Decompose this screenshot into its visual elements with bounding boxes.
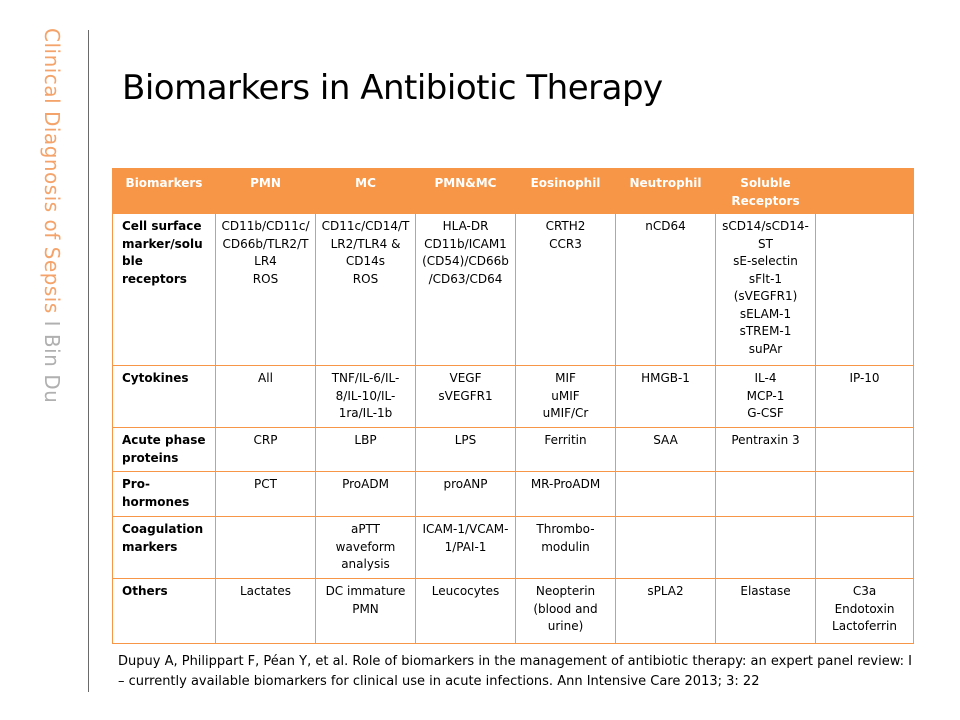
table-cell [616, 472, 716, 517]
column-header: Soluble Receptors [716, 169, 816, 214]
slide-title: Biomarkers in Antibiotic Therapy [122, 68, 663, 108]
table-cell [816, 517, 914, 579]
table-cell: IP-10 [816, 366, 914, 428]
sidebar-title-text: Clinical Diagnosis of Sepsis [40, 28, 64, 314]
table-row [113, 517, 914, 579]
table-cell: SAA [616, 428, 716, 472]
column-header: Neutrophil [616, 169, 716, 214]
table-cell: CRP [216, 428, 316, 472]
table-cell [616, 517, 716, 579]
table-cell: LPS [416, 428, 516, 472]
table-row [113, 579, 914, 644]
row-label: Acute phase proteins [113, 428, 216, 472]
table-cell: aPTT waveform analysis [316, 517, 416, 579]
sidebar-divider [88, 30, 89, 692]
sidebar-author: Bin Du [40, 333, 64, 404]
table-cell: Ferritin [516, 428, 616, 472]
table-cell: CD11c/CD14/TLR2/TLR4 & CD14s ROS [316, 214, 416, 366]
column-header [816, 169, 914, 214]
table-cell: Thrombo-modulin [516, 517, 616, 579]
table-cell: MR-ProADM [516, 472, 616, 517]
row-label: Others [113, 579, 216, 644]
column-header: Biomarkers [113, 169, 216, 214]
table-cell [716, 517, 816, 579]
table-cell: C3a Endotoxin Lactoferrin [816, 579, 914, 644]
table-cell: HLA-DR CD11b/ICAM1 (CD54)/CD66b/CD63/CD64 [416, 214, 516, 366]
table-cell: CD11b/CD11c/CD66b/TLR2/TLR4 ROS [216, 214, 316, 366]
table-cell: Elastase [716, 579, 816, 644]
table-cell: DC immature PMN [316, 579, 416, 644]
biomarker-table [112, 168, 914, 644]
row-label: Cytokines [113, 366, 216, 428]
table-cell: Leucocytes [416, 579, 516, 644]
row-label: Pro-hormones [113, 472, 216, 517]
table-header-row [113, 169, 914, 214]
table-cell: PCT [216, 472, 316, 517]
table-cell: ICAM-1/VCAM-1/PAI-1 [416, 517, 516, 579]
sidebar-title [40, 28, 64, 403]
table-cell: MIF uMIF uMIF/Cr [516, 366, 616, 428]
table-cell: proANP [416, 472, 516, 517]
table-cell: HMGB-1 [616, 366, 716, 428]
table-cell: sPLA2 [616, 579, 716, 644]
row-label: Cell surface marker/soluble receptors [113, 214, 216, 366]
table-row [113, 366, 914, 428]
row-label: Coagulation markers [113, 517, 216, 579]
column-header: PMN&MC [416, 169, 516, 214]
table-cell [816, 214, 914, 366]
column-header: Eosinophil [516, 169, 616, 214]
table-row [113, 214, 914, 366]
table-cell: All [216, 366, 316, 428]
table-cell [816, 428, 914, 472]
sidebar-separator: I [40, 320, 64, 328]
table-row [113, 428, 914, 472]
table-cell [716, 472, 816, 517]
table-cell: TNF/IL-6/IL-8/IL-10/IL-1ra/IL-1b [316, 366, 416, 428]
table-cell: LBP [316, 428, 416, 472]
table-cell: nCD64 [616, 214, 716, 366]
table-cell: Pentraxin 3 [716, 428, 816, 472]
table-cell: Neopterin (blood and urine) [516, 579, 616, 644]
table-cell [816, 472, 914, 517]
table-row [113, 472, 914, 517]
table-cell: IL-4 MCP-1 G-CSF [716, 366, 816, 428]
column-header: MC [316, 169, 416, 214]
table-cell: ProADM [316, 472, 416, 517]
table-cell [216, 517, 316, 579]
table-cell: Lactates [216, 579, 316, 644]
table-cell: CRTH2 CCR3 [516, 214, 616, 366]
table-cell: sCD14/sCD14-ST sE-selectin sFlt-1 (sVEGFR1) sELAM-1 sTREM-1 suPAr [716, 214, 816, 366]
table-cell: VEGF sVEGFR1 [416, 366, 516, 428]
column-header: PMN [216, 169, 316, 214]
citation: Dupuy A, Philippart F, Péan Y, et al. Role of biomarkers in the management of antibiotic therapy: an expert panel review: I – currently available biomarkers for clinical use in acute infections. Ann Intensive Care 2013; 3: 22 [118, 654, 912, 689]
